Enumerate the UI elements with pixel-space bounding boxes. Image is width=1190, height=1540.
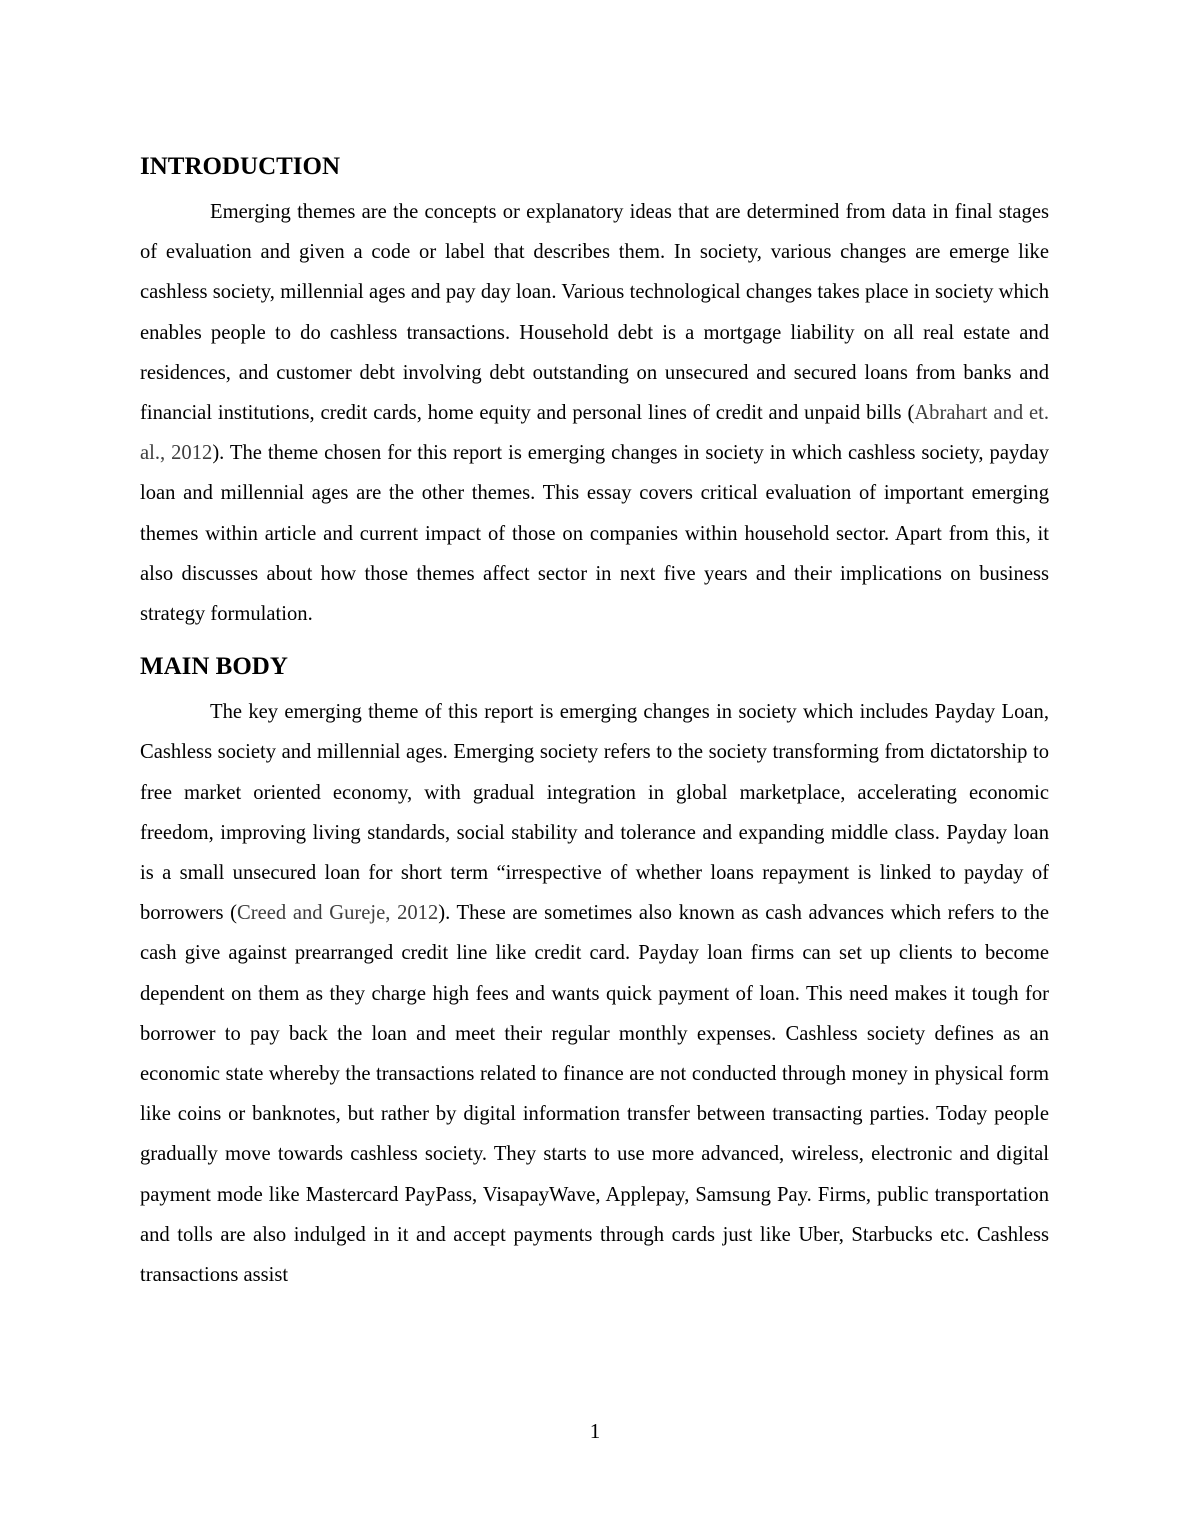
- main-body-paragraph: [140, 692, 1049, 1295]
- introduction-text-after-citation: ). The theme chosen for this report is emerging changes in society in which cashless society, payday loan and millennial ages are the other themes. This essay covers critical evaluation of important emerging themes within article and current impact of those on companies within household sector. Apart from this, it also discusses about how those themes affect sector in next five years and their implications on business strategy formulation.: [140, 442, 1049, 626]
- main-body-citation: Creed and Gureje, 2012: [237, 902, 439, 925]
- main-body-text-after-citation: ). These are sometimes also known as cash advances which refers to the cash give against prearranged credit line like credit card. Payday loan firms can set up clients to become dependent on them as they charge high fees and wants quick payment of loan. This need makes it tough for borrower to pay back the loan and meet their regular monthly expenses. Cashless society defines as an economic state whereby the transactions related to finance are not conducted through money in physical form like coins or banknotes, but rather by digital information transfer between transacting parties. Today people gradually move towards cashless society. They starts to use more advanced, wireless, electronic and digital payment mode like Mastercard PayPass, VisapayWave, Applepay, Samsung Pay. Firms, public transportation and tolls are also indulged in it and accept payments through cards just like Uber, Starbucks etc. Cashless transactions assist: [140, 902, 1050, 1287]
- section-heading-main-body: MAIN BODY: [140, 653, 288, 681]
- section-heading-introduction: INTRODUCTION: [140, 153, 341, 180]
- page-number: 1: [589, 1419, 601, 1443]
- introduction-paragraph: [140, 192, 1049, 634]
- page-content: [140, 150, 1049, 1295]
- introduction-text-before-citation: Emerging themes are the concepts or explanatory ideas that are determined from data in final stages of evaluation and given a code or label that describes them. In society, various changes are emerge like cashless society, millennial ages and pay day loan. Various technological changes takes place in society which enables people to do cashless transactions. Household debt is a mortgage liability on all real estate and residences, and customer debt involving debt outstanding on unsecured and secured loans from banks and financial institutions, credit cards, home equity and personal lines of credit and unpaid bills (: [140, 201, 1049, 425]
- introduction-citation: Abrahart and et. al., 2012: [140, 402, 1050, 465]
- main-body-text-before-citation: The key emerging theme of this report is emerging changes in society which includes Payday Loan, Cashless society and millennial ages. Emerging society refers to the society transforming from dictatorship to free market oriented economy, with gradual integration in global marketplace, accelerating economic freedom, improving living standards, social stability and tolerance and expanding middle class. Payday loan is a small unsecured loan for short term “irrespective of whether loans repayment is linked to payday of borrowers (: [140, 701, 1049, 925]
